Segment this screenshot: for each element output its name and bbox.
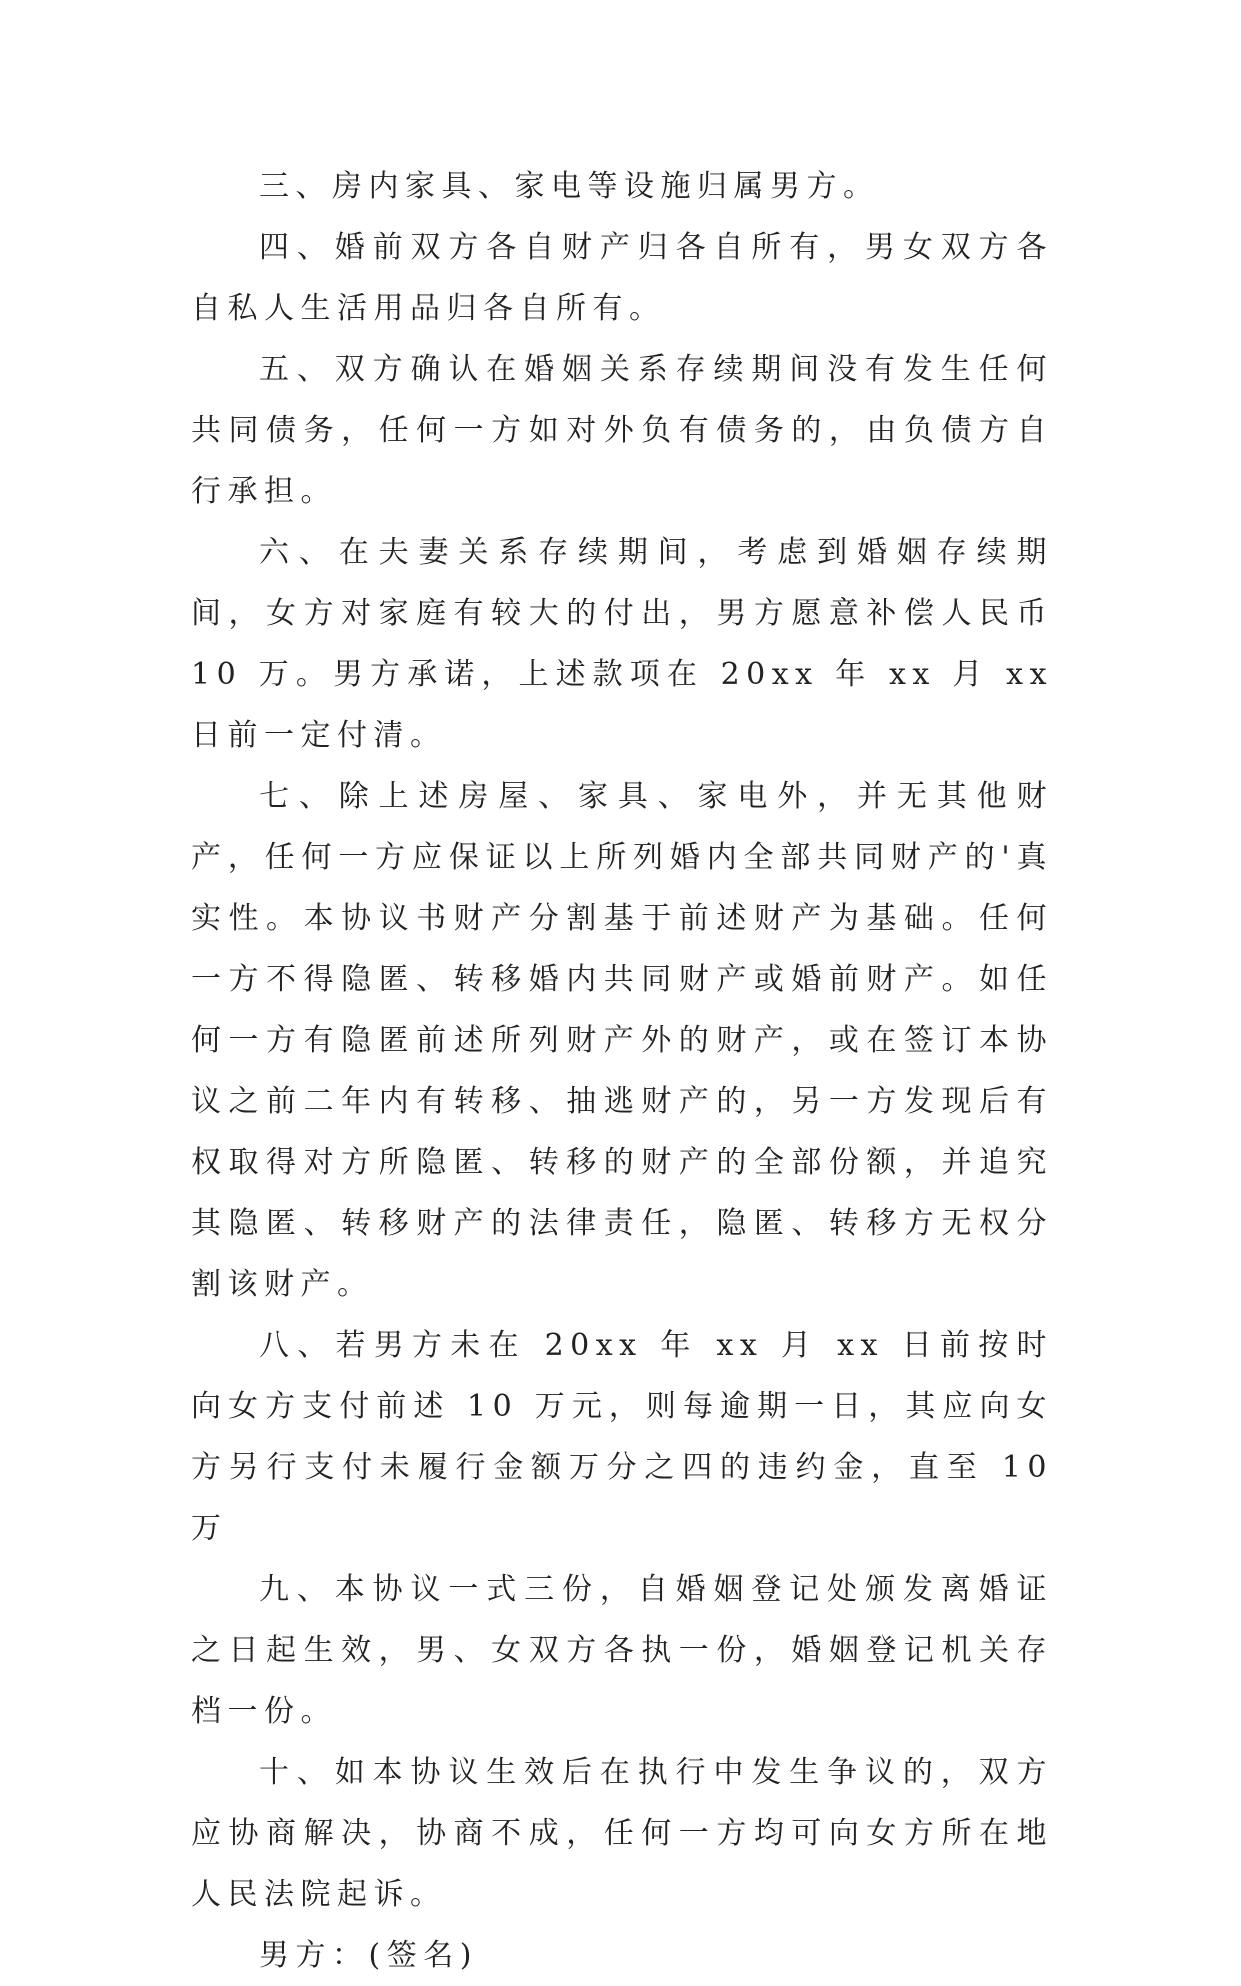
clause-10-disputes: 十、如本协议生效后在执行中发生争议的，双方应协商解决，协商不成，任何一方均可向女方所在地人民法院起诉。 xyxy=(191,1755,1053,1912)
clause-6-compensation: 六、在夫妻关系存续期间，考虑到婚姻存续期间，女方对家庭有较大的付出，男方愿意补偿人民币 10 万。男方承诺，上述款项在 20xx 年 xx 月 xx 日前一定付清。 xyxy=(191,535,1053,753)
clause-9-copies: 九、本协议一式三份，自婚姻登记处颁发离婚证之日起生效，男、女双方各执一份，婚姻登记机关存档一份。 xyxy=(191,1572,1053,1729)
agreement-body xyxy=(191,156,1053,1986)
clause-8-penalty: 八、若男方未在 20xx 年 xx 月 xx 日前按时向女方支付前述 10 万元，则每逾期一日，其应向女方另行支付未履行金额万分之四的违约金，直至 10 万 xyxy=(191,1328,1053,1546)
clause-7-property-disclosure: 七、除上述房屋、家具、家电外，并无其他财产，任何一方应保证以上所列婚内全部共同财产的'真实性。本协议书财产分割基于前述财产为基础。任何一方不得隐匿、转移婚内共同财产或婚前财产。如任何一方有隐匿前述所列财产外的财产，或在签订本协议之前二年内有转移、抽逃财产的，另一方发现后有权取得对方所隐匿、转移的财产的全部份额，并追究其隐匿、转移财产的法律责任，隐匿、转移方无权分割该财产。 xyxy=(191,779,1053,1302)
male-signature-line: 男方：(签名) xyxy=(259,1938,478,1973)
clause-5-debts: 五、双方确认在婚姻关系存续期间没有发生任何共同债务，任何一方如对外负有债务的，由负债方自行承担。 xyxy=(191,352,1053,509)
clause-3-furniture: 三、房内家具、家电等设施归属男方。 xyxy=(259,169,880,204)
clause-4-premarital-property: 四、婚前双方各自财产归各自所有，男女双方各自私人生活用品归各自所有。 xyxy=(191,230,1053,326)
